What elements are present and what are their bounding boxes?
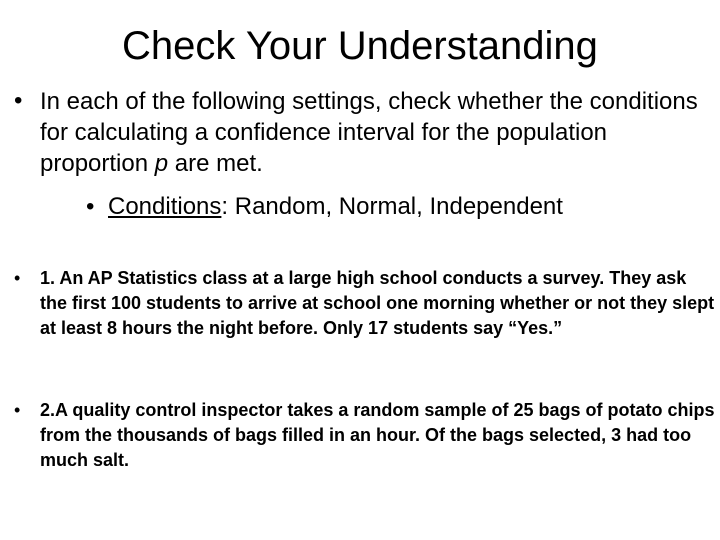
bullet-dot: • <box>86 193 95 220</box>
bullet-dot: • <box>14 87 23 114</box>
proportion-symbol: p <box>154 150 169 177</box>
conditions-text <box>108 192 708 222</box>
intro-text-end: are met. <box>168 150 263 177</box>
slide-title: Check Your Understanding <box>122 24 598 68</box>
problem-2-text: 2.A quality control inspector takes a random sample of 25 bags of potato chips from the thousands of bags filled in an hour. Of the bags selected, 3 had too much salt. <box>40 400 715 470</box>
problem-1-text: 1. An AP Statistics class at a large high school conducts a survey. They ask the first 100 students to arrive at school one morning whether or not they slept at least 8 hours the night before. Only 17 students say “Yes.” <box>40 268 715 338</box>
conditions-label: Conditions <box>108 193 222 220</box>
intro-text-start: In each of the following settings, check whether the conditions for calculating a confidence interval for the population proportion <box>40 88 698 177</box>
bullet-dot: • <box>14 268 21 288</box>
intro-text <box>40 86 710 179</box>
conditions-list: : Random, Normal, Independent <box>221 193 563 220</box>
bullet-dot: • <box>14 400 21 420</box>
